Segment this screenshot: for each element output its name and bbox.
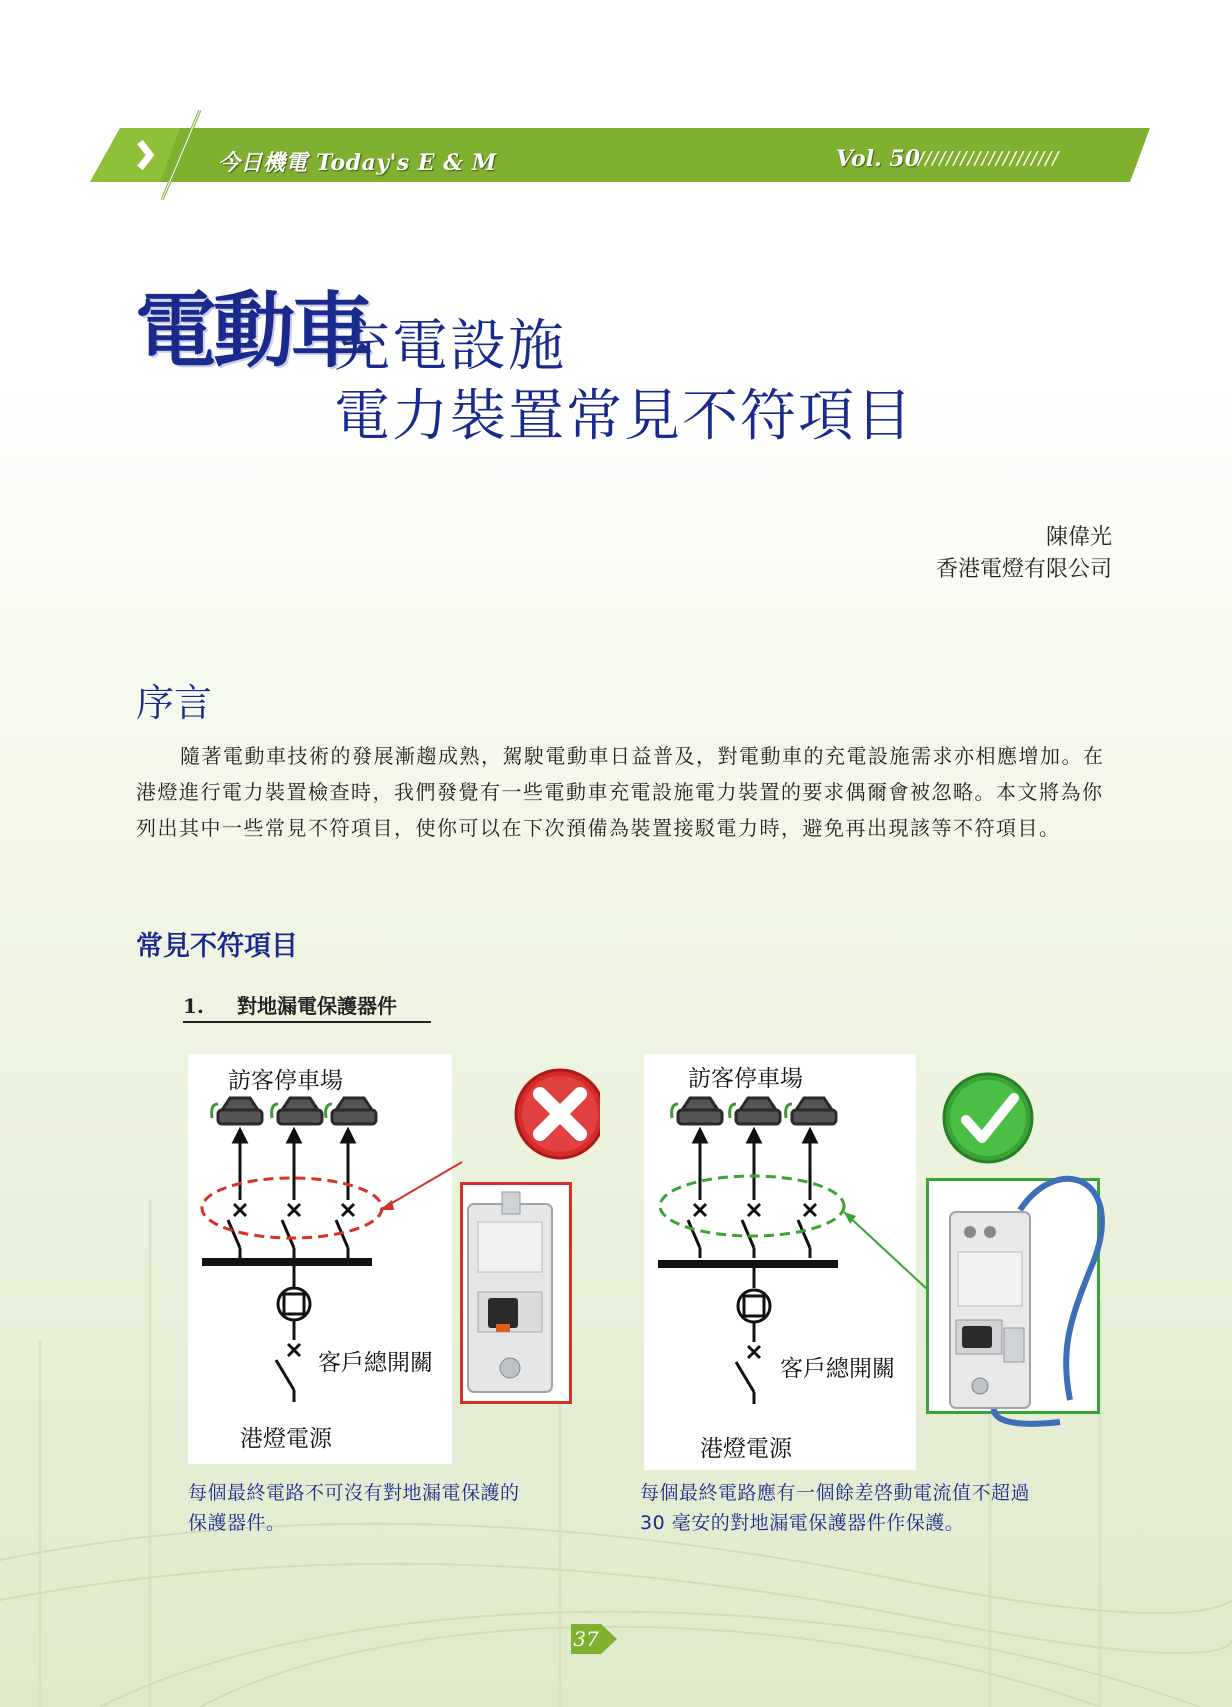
right-circuit-diagram [640, 1050, 1110, 1480]
nonconformity-heading: 常見不符項目 [136, 931, 298, 962]
mcb-image [468, 1192, 552, 1392]
right-switch-label: 客戶總開關 [780, 1356, 895, 1382]
page-arrow-icon [601, 1624, 617, 1654]
left-caption [188, 1478, 568, 1538]
left-switch-label: 客戶總開關 [318, 1350, 433, 1376]
preface-heading: 序言 [136, 681, 213, 725]
left-caption-line1: 每個最終電路不可沒有對地漏電保護的 [188, 1482, 520, 1504]
item-number: 1. [183, 994, 204, 1018]
article-title-main: 電動車 [135, 284, 370, 379]
volume-label: Vol. 50 [836, 146, 921, 172]
cross-icon [516, 1070, 600, 1158]
car-icon [678, 1098, 836, 1124]
car-icon [218, 1098, 376, 1124]
check-icon [944, 1074, 1032, 1162]
item-heading [183, 990, 431, 1023]
magazine-title: 今日機電 Today's E & M [218, 150, 497, 176]
banner-slashes: //////////////////// [918, 148, 1060, 169]
page-number: 37 [571, 1624, 601, 1654]
right-parking-label: 訪客停車場 [688, 1066, 803, 1092]
right-source-label: 港燈電源 [700, 1436, 792, 1462]
preface-body: 隨著電動車技術的發展漸趨成熟，駕駛電動車日益普及，對電動車的充電設施需求亦相應增加。在港燈進行電力裝置檢查時，我們發覺有一些電動車充電設施電力裝置的要求偶爾會被忽略。本文將為你列出其中一些常見不符項目，使你可以在下次預備為裝置接駁電力時，避免再出現該等不符項目。 [136, 744, 1105, 840]
article-title-line1: 充電設施 [334, 314, 566, 379]
item-title: 對地漏電保護器件 [237, 994, 397, 1018]
author-company: 香港電燈有限公司 [935, 557, 1112, 582]
article-title-line2: 電力裝置常見不符項目 [334, 384, 914, 449]
left-circuit-diagram [180, 1050, 600, 1470]
left-caption-line2: 保護器件。 [188, 1512, 286, 1534]
author-name: 陳偉光 [1045, 525, 1112, 550]
right-caption-line1: 每個最終電路應有一個餘差啓動電流值不超過 [640, 1482, 1031, 1504]
left-source-label: 港燈電源 [240, 1426, 332, 1452]
author-block [936, 522, 1112, 586]
rcbo-image [950, 1179, 1102, 1424]
right-caption [640, 1478, 1100, 1538]
left-parking-label: 訪客停車場 [228, 1068, 343, 1094]
right-caption-line2: 30 毫安的對地漏電保護器件作保護。 [640, 1512, 965, 1534]
